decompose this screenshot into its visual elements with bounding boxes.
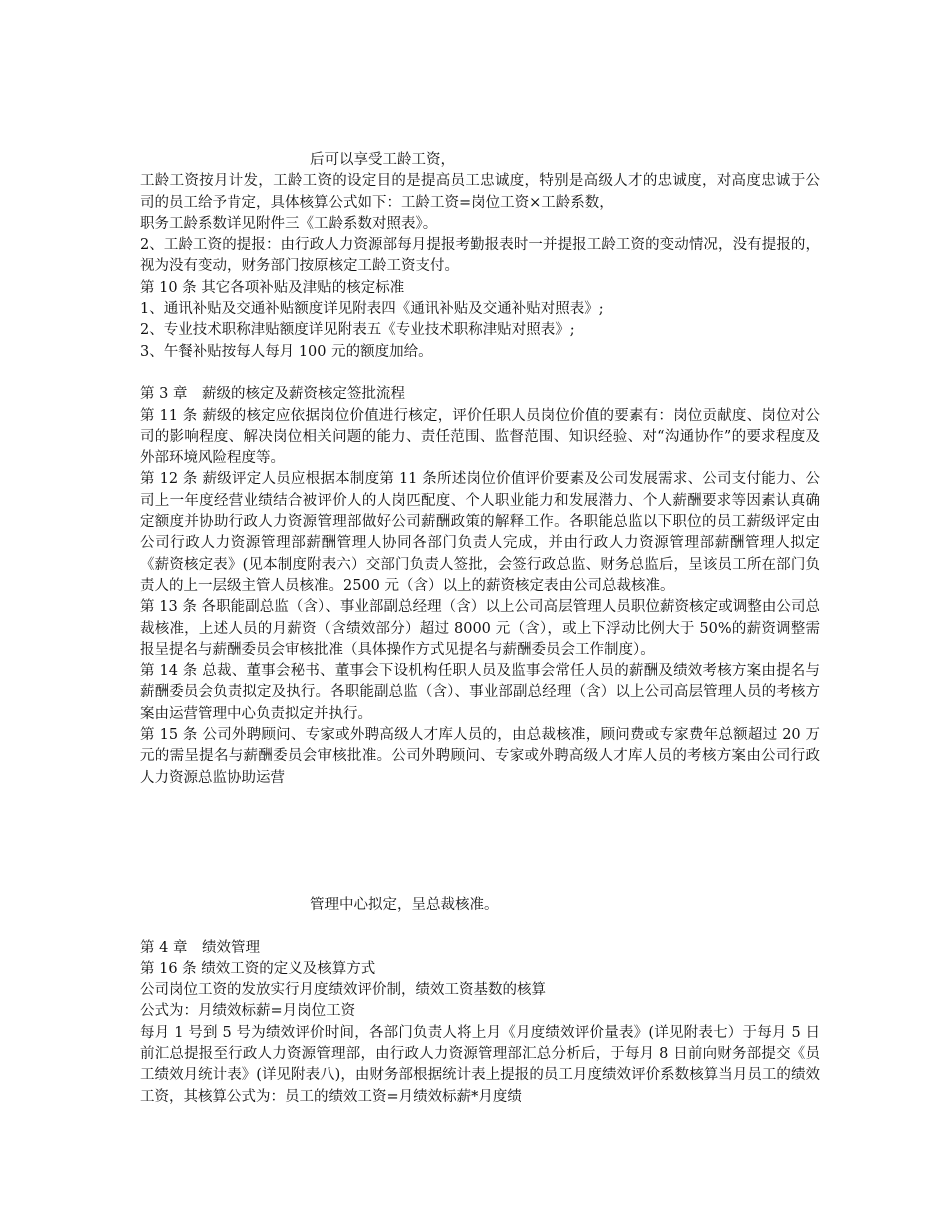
item-seniority-report: 2、工龄工资的提报：由行政人力资源部每月提报考勤报表时一并提报工龄工资的变动情况，没有提报的，视为没有变动，财务部门按原核定工龄工资支付。 (140, 237, 820, 275)
article-10-item-1: 1、通讯补贴及交通补贴额度详见附表四《通讯补贴及交通补贴对照表》; (140, 301, 604, 318)
article-16-title: 第 16 条 绩效工资的定义及核算方式 (140, 960, 376, 977)
spacer (140, 916, 820, 937)
article-12: 第 12 条 薪级评定人员应根据本制度第 11 条所述岗位价值评价要素及公司发展需求、公司支付能力、公司上一年度经营业绩结合被评价人的人岗匹配度、个人职业能力和发展潜力、个人薪酬要求等因素认真确定额度并协助行政人力资源管理部做好公司薪酬政策的解释工作。各职能总监以下职位的员工薪级评定由公司行政人力资源管理部薪酬管理人协同各部门负责人完成，并由行政人力资源管理部薪酬管理人拟定《薪资核定表》(见本制度附表六）交部门负责人签批，会签行政总监、财务总监后，呈该员工所在部门负责人的上一层级主管人员核准。2500 元（含）以上的薪资核定表由公司总裁核准。 (140, 471, 820, 594)
chapter-4-title: 第 4 章 绩效管理 (140, 939, 260, 956)
paragraph-seniority-coef: 职务工龄系数详见附件三《工龄系数对照表》。 (140, 215, 438, 232)
article-15: 第 15 条 公司外聘顾问、专家或外聘高级人才库人员的，由总裁核准，顾问费或专家费年总额超过 20 万元的需呈提名与薪酬委员会审核批准。公司外聘顾问、专家或外聘高级人才库人员的考核方案由公司行政人力资源总监协助运营 (140, 727, 820, 786)
article-15-continuation: 管理中心拟定，呈总裁核准。 (310, 896, 499, 913)
page-break-spacer (140, 789, 820, 895)
spacer (140, 363, 820, 384)
chapter-3-title: 第 3 章 薪级的核定及薪资核定签批流程 (140, 386, 405, 403)
paragraph-continuation: 后可以享受工龄工资， (310, 152, 455, 168)
paragraph-seniority-calc: 工龄工资按月计发，工龄工资的设定目的是提高员工忠诚度，特别是高级人才的忠诚度，对高度忠诚于公司的员工给予肯定，具体核算公式如下：工龄工资=岗位工资×工龄系数， (140, 173, 820, 211)
article-10-item-3: 3、午餐补贴按每人每月 100 元的额度加给。 (140, 343, 433, 360)
article-14: 第 14 条 总裁、董事会秘书、董事会下设机构任职人员及监事会常任人员的薪酬及绩效考核方案由提名与薪酬委员会负责拟定及执行。各职能副总监（含）、事业部副总经理（含）以上公司高层管理人员的考核方案由运营管理中心负责拟定并执行。 (140, 663, 820, 722)
article-10-item-2: 2、专业技术职称津贴额度详见附表五《专业技术职称津贴对照表》; (140, 322, 575, 339)
article-16-para-3: 每月 1 号到 5 号为绩效评价时间，各部门负责人将上月《月度绩效评价量表》(详见附表七）于每月 5 日前汇总提报至行政人力资源管理部，由行政人力资源管理部汇总分析后，于每月 8 日前向财务部提交《员工绩效月统计表》(详见附表八)，由财务部根据统计表上提报的员工月度绩效评价系数核算当月员工的绩效工资，其核算公式为：员工的绩效工资=月绩效标薪*月度绩 (140, 1024, 820, 1105)
article-16-para-2: 公式为：月绩效标薪=月岗位工资 (140, 1003, 356, 1020)
article-11: 第 11 条 薪级的核定应依据岗位价值进行核定，评价任职人员岗位价值的要素有：岗位贡献度、岗位对公司的影响程度、解决岗位相关问题的能力、责任范围、监督范围、知识经验、对“沟通协作”的要求程度及外部环境风险程度等。 (140, 407, 820, 467)
article-13: 第 13 条 各职能副总监（含）、事业部副总经理（含）以上公司高层管理人员职位薪资核定或调整由公司总裁核准，上述人员的月薪资（含绩效部分）超过 8000 元（含），或上下浮动比例大于 50%的薪资调整需报呈提名与薪酬委员会审核批准（具体操作方式见提名与薪酬委员会工作制度）。 (140, 599, 820, 658)
article-16-para-1: 公司岗位工资的发放实行月度绩效评价制，绩效工资基数的核算 (140, 982, 546, 999)
document-body (140, 150, 820, 1108)
article-10-title: 第 10 条 其它各项补贴及津贴的核定标准 (140, 279, 405, 296)
